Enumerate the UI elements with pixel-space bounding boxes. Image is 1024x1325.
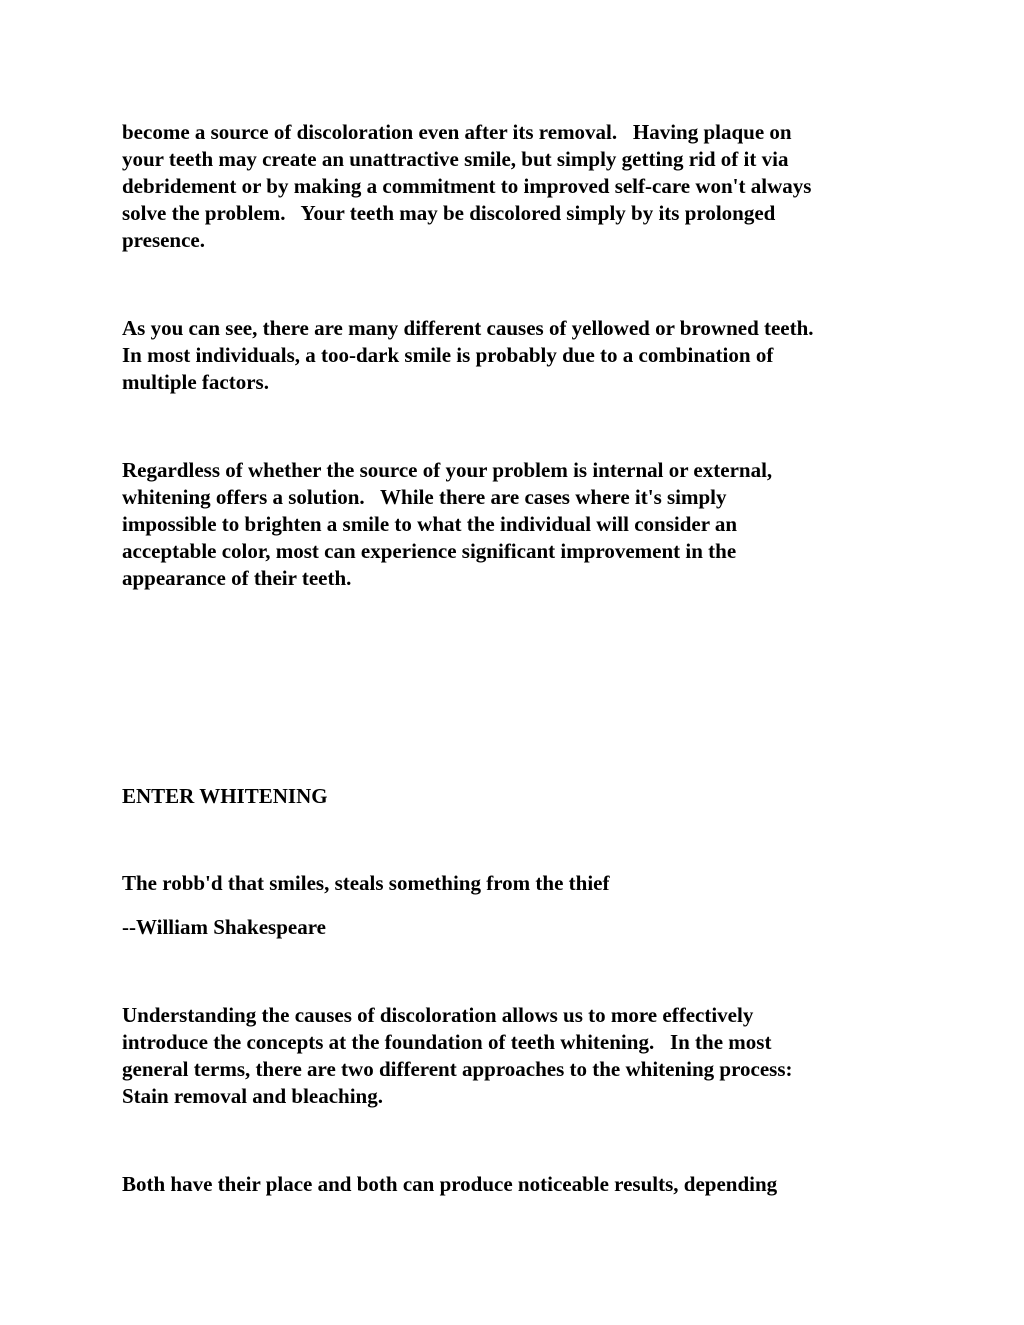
paragraph-plaque-discoloration bbox=[122, 119, 912, 254]
text-line: impossible to brighten a smile to what the individual will consider an bbox=[122, 512, 738, 536]
quote-text: The robb'd that smiles, steals something from the thief bbox=[122, 871, 610, 895]
paragraph-whitening-solution bbox=[122, 457, 912, 592]
text-line: your teeth may create an unattractive smile, but simply getting rid of it via bbox=[122, 147, 789, 171]
text-line: presence. bbox=[122, 228, 206, 252]
text-line: become a source of discoloration even after its removal. Having plaque on bbox=[122, 120, 792, 144]
text-line: appearance of their teeth. bbox=[122, 566, 352, 590]
text-line: whitening offers a solution. While there are cases where it's simply bbox=[122, 485, 727, 509]
text-line: Understanding the causes of discoloration allows us to more effectively bbox=[122, 1003, 754, 1027]
quote bbox=[122, 870, 912, 897]
text-line: Regardless of whether the source of your problem is internal or external, bbox=[122, 458, 773, 482]
text-line: multiple factors. bbox=[122, 370, 269, 394]
text-line: debridement or by making a commitment to improved self-care won't always bbox=[122, 174, 812, 198]
text-line: As you can see, there are many different causes of yellowed or browned teeth. bbox=[122, 316, 814, 340]
text-line: general terms, there are two different approaches to the whitening process: bbox=[122, 1057, 793, 1081]
paragraph-causes bbox=[122, 315, 912, 396]
heading-text: ENTER WHITENING bbox=[122, 784, 328, 808]
section-heading bbox=[122, 783, 912, 810]
text-line: solve the problem. Your teeth may be discolored simply by its prolonged bbox=[122, 201, 776, 225]
attribution-text: --William Shakespeare bbox=[122, 915, 326, 939]
text-line: acceptable color, most can experience significant improvement in the bbox=[122, 539, 737, 563]
paragraph-both-approaches bbox=[122, 1171, 912, 1198]
text-line: Stain removal and bleaching. bbox=[122, 1084, 383, 1108]
text-line: Both have their place and both can produce noticeable results, depending bbox=[122, 1172, 778, 1196]
text-line: introduce the concepts at the foundation of teeth whitening. In the most bbox=[122, 1030, 772, 1054]
text-line: In most individuals, a too-dark smile is probably due to a combination of bbox=[122, 343, 774, 367]
quote-attribution bbox=[122, 914, 912, 941]
paragraph-whitening-approaches bbox=[122, 1002, 912, 1110]
